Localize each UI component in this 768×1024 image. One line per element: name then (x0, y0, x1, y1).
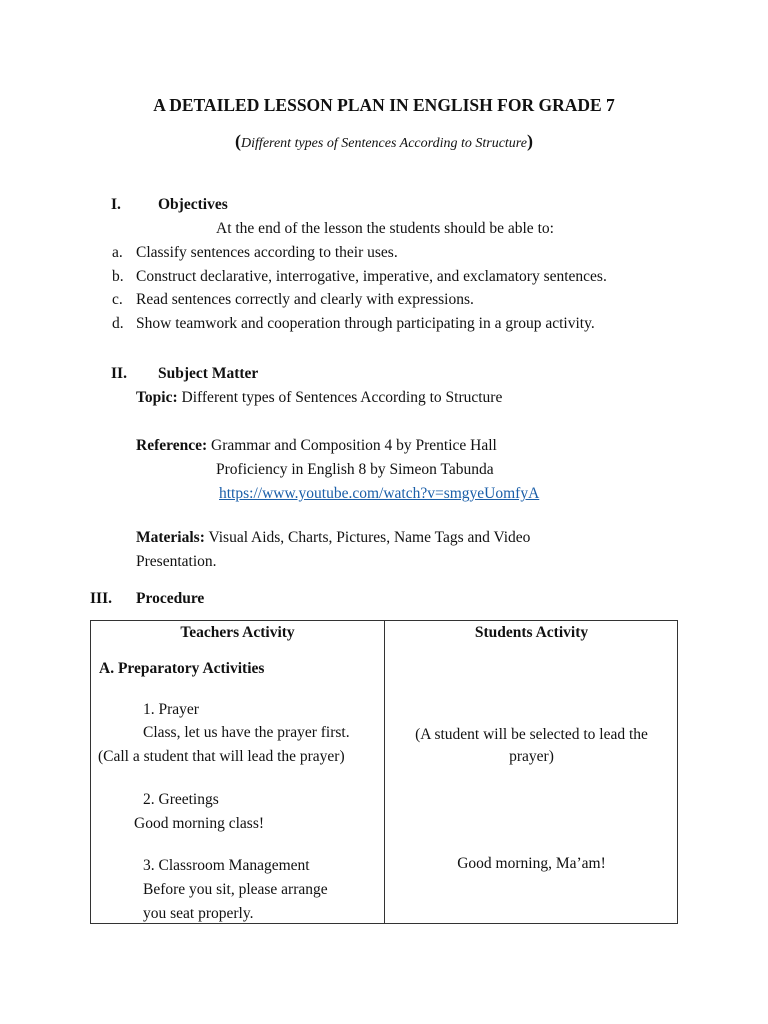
reference-link-line (219, 485, 539, 503)
objective-item-b-letter: b. (112, 268, 124, 285)
student-prayer-line-1: (A student will be selected to lead the (415, 726, 648, 743)
teachers-activity-column (91, 621, 385, 924)
materials-line (136, 529, 530, 547)
topic-label: Topic: (136, 389, 178, 406)
student-greeting: Good morning, Ma’am! (457, 855, 606, 872)
greetings-line: Good morning class! (134, 815, 265, 832)
objective-item-c-letter: c. (112, 291, 123, 308)
objective-item-a: Classify sentences according to their uses. (136, 244, 398, 261)
subtitle-text: Different types of Sentences According to Structure (241, 136, 527, 151)
topic-line (136, 389, 502, 407)
subtitle-close-paren: ) (526, 131, 533, 151)
procedure-heading: Procedure (136, 590, 205, 607)
subtitle-open-paren: ( (235, 131, 242, 151)
materials-label: Materials: (136, 529, 205, 546)
procedure-numeral: III. (90, 590, 112, 607)
document-title: A DETAILED LESSON PLAN IN ENGLISH FOR GRADE 7 (153, 95, 615, 115)
objectives-intro: At the end of the lesson the students should be able to: (216, 220, 554, 237)
students-activity-header: Students Activity (474, 624, 589, 641)
objective-item-b: Construct declarative, interrogative, imperative, and exclamatory sentences. (136, 268, 607, 285)
subject-matter-heading: Subject Matter (158, 365, 259, 382)
reference-label: Reference: (136, 437, 208, 454)
prayer-title: 1. Prayer (143, 701, 199, 718)
document-subtitle (0, 131, 768, 152)
objective-item-c: Read sentences correctly and clearly with expressions. (136, 291, 474, 308)
procedure-table (90, 620, 678, 924)
prayer-line-1: Class, let us have the prayer first. (143, 724, 350, 741)
students-activity-column (385, 621, 678, 924)
greetings-title: 2. Greetings (143, 791, 219, 808)
objectives-heading: Objectives (158, 196, 228, 213)
prayer-line-2: (Call a student that will lead the prayer) (98, 748, 345, 765)
teachers-activity-header: Teachers Activity (180, 624, 295, 641)
reference-line (136, 437, 497, 455)
objective-item-a-letter: a. (112, 244, 123, 261)
topic-value: Different types of Sentences According to Structure (181, 389, 503, 406)
classroom-management-title: 3. Classroom Management (143, 857, 310, 874)
student-prayer-line-2: prayer) (509, 748, 554, 765)
objective-item-d: Show teamwork and cooperation through participating in a group activity. (136, 315, 595, 332)
reference-1: Grammar and Composition 4 by Prentice Hall (211, 437, 497, 454)
reference-2: Proficiency in English 8 by Simeon Tabunda (216, 461, 494, 478)
preparatory-activities-heading: A. Preparatory Activities (99, 660, 265, 677)
materials-line-2: Presentation. (136, 553, 217, 570)
objectives-numeral: I. (111, 196, 121, 213)
subject-matter-numeral: II. (111, 365, 127, 382)
materials-value: Visual Aids, Charts, Pictures, Name Tags and Video (208, 529, 531, 546)
classroom-management-line-1: Before you sit, please arrange (143, 881, 328, 898)
reference-link[interactable]: https://www.youtube.com/watch?v=smgyeUomfyA (219, 485, 540, 502)
objective-item-d-letter: d. (112, 315, 124, 332)
classroom-management-line-2: you seat properly. (143, 905, 254, 922)
